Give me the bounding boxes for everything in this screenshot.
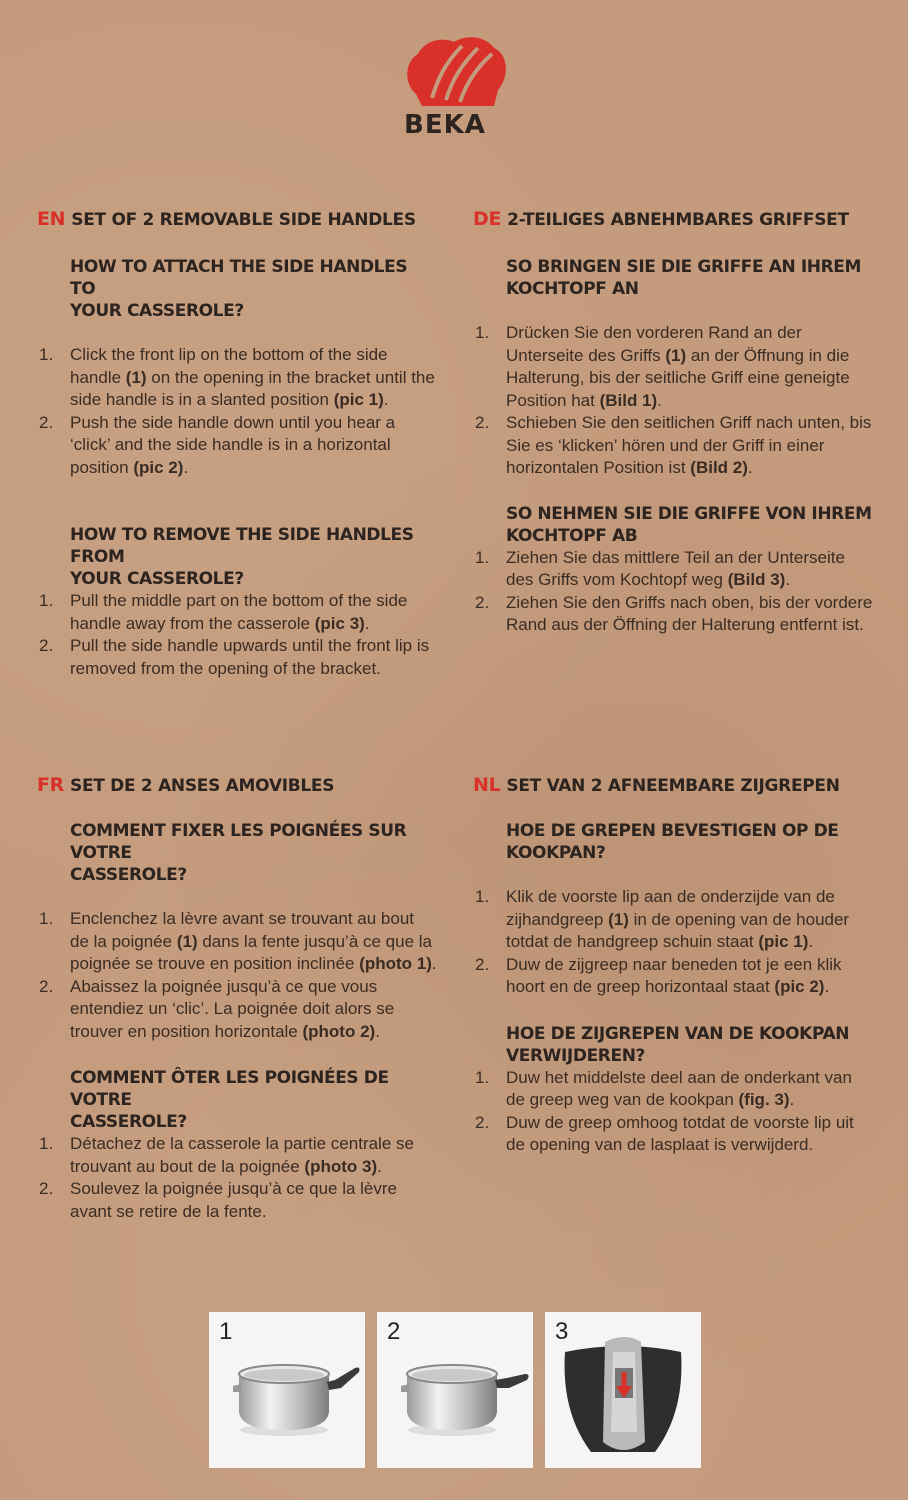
remove-steps: [473, 1067, 873, 1157]
list-item: 2. Push the side handle down until you hear a ‘click’ and the side handle is in a horizontal position (pic 2).: [39, 412, 396, 477]
casserole-horizontal-handle-icon: [377, 1312, 533, 1468]
brand-name: BEKA: [404, 110, 486, 140]
section-title: [37, 774, 437, 798]
list-item: 1. Duw het middelste deel aan de onderkant van de greep weg van de kookpan (fig. 3).: [475, 1067, 852, 1109]
list-item: 1. Drücken Sie den vorderen Rand an der Unterseite des Griffs (1) an der Öffnung in die Halterung, bis der seitliche Griff eine geneigte Position hat (Bild 1).: [475, 323, 850, 410]
section-title: [473, 774, 873, 798]
lang-code: EN: [37, 208, 66, 230]
beka-logo: [400, 34, 510, 146]
section-fr: [37, 774, 437, 1223]
instruction-pictures: [209, 1312, 701, 1468]
list-item: 2. Duw de zijgreep naar beneden tot je een klik hoort en de greep horizontaal staat (pic 2).: [475, 954, 842, 996]
picture-2: [377, 1312, 533, 1468]
title-text: SET VAN 2 AFNEEMBARE ZIJGREPEN: [506, 776, 840, 796]
title-text: 2-TEILIGES ABNEHMBARES GRIFFSET: [507, 210, 849, 230]
remove-heading: HOE DE ZIJGREPEN VAN DE KOOKPAN VERWIJDEREN?: [506, 1023, 850, 1066]
attach-steps: [37, 344, 437, 479]
list-item: 1. Ziehen Sie das mittlere Teil an der Unterseite des Griffs vom Kochtopf weg (Bild 3).: [475, 547, 845, 589]
list-item: 1. Click the front lip on the bottom of the side handle (1) on the opening in the bracket until the side handle is in a slanted position (pic 1).: [39, 345, 435, 409]
section-en: [37, 208, 437, 680]
list-item: 2. Pull the side handle upwards until the front lip is removed from the opening of the bracket.: [39, 636, 430, 678]
lang-code: DE: [473, 208, 502, 230]
section-nl: [473, 774, 873, 1157]
remove-heading: SO NEHMEN SIE DIE GRIFFE VON IHREM KOCHTOPF AB: [506, 503, 872, 546]
list-item: 2. Duw de greep omhoog totdat de voorste lip uit de opening van de lasplaat is verwijderd.: [475, 1112, 854, 1154]
lang-code: FR: [37, 774, 65, 796]
attach-steps: [37, 908, 437, 1043]
title-text: SET DE 2 ANSES AMOVIBLES: [70, 776, 335, 796]
list-item: 1. Détachez de la casserole la partie centrale se trouvant au bout de la poignée (photo 3).: [39, 1134, 414, 1176]
list-item: 2. Ziehen Sie den Griffs nach oben, bis der vordere Rand aus der Öffning der Halterung entfernt ist.: [475, 592, 873, 634]
remove-heading: HOW TO REMOVE THE SIDE HANDLES FROM YOUR CASSEROLE?: [70, 525, 414, 589]
list-item: 1. Pull the middle part on the bottom of the side handle away from the casserole (pic 3).: [39, 591, 408, 633]
lang-code: NL: [473, 774, 501, 796]
attach-heading: HOE DE GREPEN BEVESTIGEN OP DE KOOKPAN?: [506, 821, 839, 863]
picture-number: 1: [219, 1318, 233, 1345]
picture-number: 2: [387, 1318, 401, 1345]
section-de: [473, 208, 873, 637]
picture-3: [545, 1312, 701, 1468]
remove-steps: [37, 1133, 437, 1223]
attach-heading: SO BRINGEN SIE DIE GRIFFE AN IHREM KOCHTOPF AN: [506, 257, 861, 299]
attach-heading: HOW TO ATTACH THE SIDE HANDLES TO YOUR CASSEROLE?: [70, 257, 408, 321]
picture-1: [209, 1312, 365, 1468]
title-text: SET OF 2 REMOVABLE SIDE HANDLES: [71, 210, 416, 230]
casserole-slanted-handle-icon: [209, 1312, 365, 1468]
remove-steps: [37, 590, 437, 680]
chef-hat-logo-icon: [402, 34, 512, 109]
list-item: 1. Klik de voorste lip aan de onderzijde van de zijhandgreep (1) in de opening van de houder totdat de handgreep schuin staat (pic 1).: [475, 887, 850, 951]
handle-release-arrow-icon: [545, 1312, 701, 1468]
attach-steps: [473, 322, 873, 480]
remove-heading: COMMENT ÔTER LES POIGNÉES DE VOTRE CASSEROLE?: [70, 1068, 389, 1132]
section-title: [37, 208, 437, 232]
list-item: 2. Soulevez la poignée jusqu’à ce que la lèvre avant se retire de la fente.: [39, 1179, 398, 1221]
section-title: [473, 208, 873, 232]
attach-steps: [473, 886, 873, 999]
remove-steps: [473, 547, 873, 637]
list-item: 1. Enclenchez la lèvre avant se trouvant au bout de la poignée (1) dans la fente jusqu’à ce que la poignée se trouve en position inclinée (photo 1).: [39, 909, 437, 973]
list-item: 2. Abaissez la poignée jusqu’à ce que vous entendiez un ‘clic’. La poignée doit alors se trouver en position horizontale (photo 2).: [39, 976, 395, 1041]
attach-heading: COMMENT FIXER LES POIGNÉES SUR VOTRE CASSEROLE?: [70, 821, 407, 885]
picture-number: 3: [555, 1318, 569, 1345]
list-item: 2. Schieben Sie den seitlichen Griff nach unten, bis Sie es ‘klicken’ hören und der Griff in einer horizontalen Position ist (Bild 2).: [475, 413, 872, 477]
